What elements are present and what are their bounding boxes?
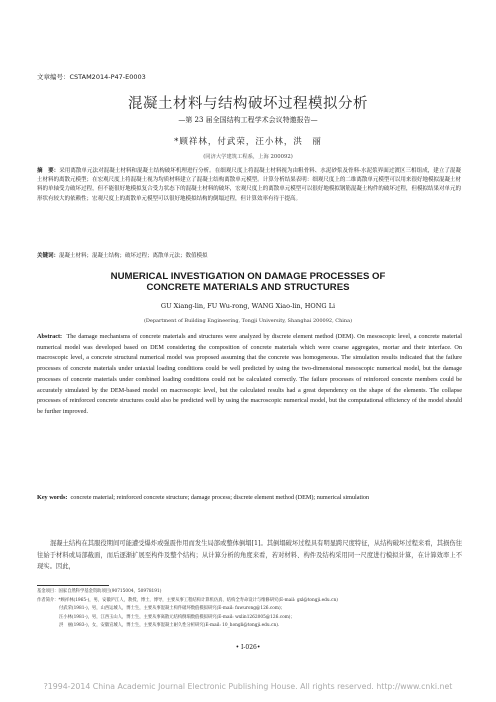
footnotes (37, 588, 462, 631)
footnote-author-2: 付武荣(1981-)，男，山西运城人，博士生，主要从事混凝土构件破坏数值模拟研究(E-mail: fuwurong@126.com)； (59, 606, 285, 611)
abstract-cn (37, 167, 461, 204)
affiliation-en: (Department of Building Engineering, Tongji University, Shanghai 200092, China) (143, 318, 353, 324)
title-en-line-1: NUMERICAL INVESTIGATION ON DAMAGE PROCESSES OF (110, 271, 386, 282)
abstract-en (37, 332, 462, 418)
body-paragraph: 混凝土结构在其服役期间可能遭受爆炸或强震作用而发生局部或整体倒塌[1]。其倒塌破坏过程具有明显跨尺度特征，从结构破坏过程来看，其损伤往往始于材料或局部截面，而后逐渐扩展至构件及整个结构；从计算分析的角度来看，若对材料、构件及结构采用同一尺度进行模拟计算，在计算效率上不现实。因此， (37, 540, 462, 570)
keywords-cn-label: 关键词： (37, 253, 60, 259)
page-number: • Ⅰ-026• (235, 644, 261, 651)
affiliation-cn: (同济大学建筑工程系，上海 200092) (203, 154, 293, 160)
footnote-divider (37, 585, 109, 586)
keywords-en-text: concrete material; reinforced concrete structure; damage process; discrete element method (DEM); numerical simulation (70, 494, 370, 501)
copyright-watermark: ?1994-2014 China Academic Journal Electronic Publishing House. All rights reserved. http://www.cnki.net (43, 682, 453, 691)
authors-en: GU Xiang-lin, FU Wu-rong, WANG Xiao-lin, HONG Li (160, 302, 336, 310)
abstract-en-label: Abstract: (37, 333, 63, 340)
abstract-cn-label: 摘 要： (37, 168, 60, 174)
authors-cn: *顾祥林，付武荣，汪小林，洪 丽 (174, 137, 322, 147)
article-number: 文章编号：CSTAM2014-P47-E0003 (37, 73, 146, 81)
abstract-cn-text: 采用离散单元法对混凝土材料和混凝土结构破坏机理进行分析。在细观尺度上将混凝土材料视为由粗骨料、水泥砂浆及骨料-水泥浆界面过渡区三相组成，建立了混凝土材料的离散元模型；在宏观尺度上将混凝土视为均质材料建立了混凝土结构离散单元模型。计算分析结果表明：细观尺度上的二维离散单元模型可以用来很好地模拟混凝土材料的单轴受力破坏过程，但不能很好地模拟复合受力状态下的混凝土材料的破坏，宏观尺度上的离散单元模型可以很好地模拟钢筋混凝土构件的破坏过程，但模拟结果对单元的形状有较大的依赖性；宏观尺度上的离散单元模型可以很好地模拟结构的倒塌过程，但计算效率有待于提高。 (37, 168, 461, 202)
footnote-author-3: 汪小林(1981-)，男，江西玉山人，博士生，主要从事离散元结构倒塌数值模拟研究(E-mail: wxlin1262005@126.com)； (59, 614, 295, 620)
keywords-cn (37, 251, 461, 259)
footnote-author-4: 洪 丽(1983-)，女，安徽宣城人，博士生，主要从事混凝土耐久性分析研究(E-mail: 10_hongli@tongji.edu.cn). (59, 623, 280, 628)
keywords-cn-text: 混凝土材料；混凝土结构；破坏过程；离散单元法；数值模拟 (59, 253, 208, 259)
keywords-en (37, 493, 462, 504)
footnote-author-1: 作者简介：*顾祥林(1965-)，男，安徽庐江人，教授，博士，博导，主要从事工程结构计算机仿真、结构全寿命设计与维修研究(E-mail: gxl@tongji.edu.cn) (37, 597, 338, 603)
title-cn: 混凝土材料与结构破坏过程模拟分析 (128, 96, 368, 112)
footnote-funding: 基金项目：国家自然科学基金资助项目(90715004，50978191) (37, 589, 162, 594)
keywords-en-label: Key words: (37, 494, 68, 501)
title-en-line-2: CONCRETE MATERIALS AND STRUCTURES (146, 282, 350, 293)
title-en (0, 271, 496, 293)
abstract-en-text: The damage mechanisms of concrete materials and structures were analyzed by discrete element method (DEM). On mesoscopic level, a concrete material numerical model was developed based on DEM considering the composition of concrete materials which were coarse aggregates, mortar and their interface. On macroscopic level, a concrete structural numerical model was proposed assuming that the concrete was homogeneous. The simulation results indicated that the failure processes of concrete materials under uniaxial loading conditions could be well predicted by using the two-dimensional mesoscopic numerical model, but the damage processes of concrete materials under combined loading conditions could not be calculated correctly. The failure processes of reinforced concrete members could be accurately simulated by the DEM-based model on macroscopic level, but the calculated results had a great dependency on the shape of the elements. The collapse processes of reinforced concrete structures could also be predicted well by using the macroscopic numerical model, but the computational efficiency of the model should be further improved. (37, 333, 463, 415)
subtitle-cn: —第 23 届全国结构工程学术会议特邀报告— (178, 116, 318, 124)
